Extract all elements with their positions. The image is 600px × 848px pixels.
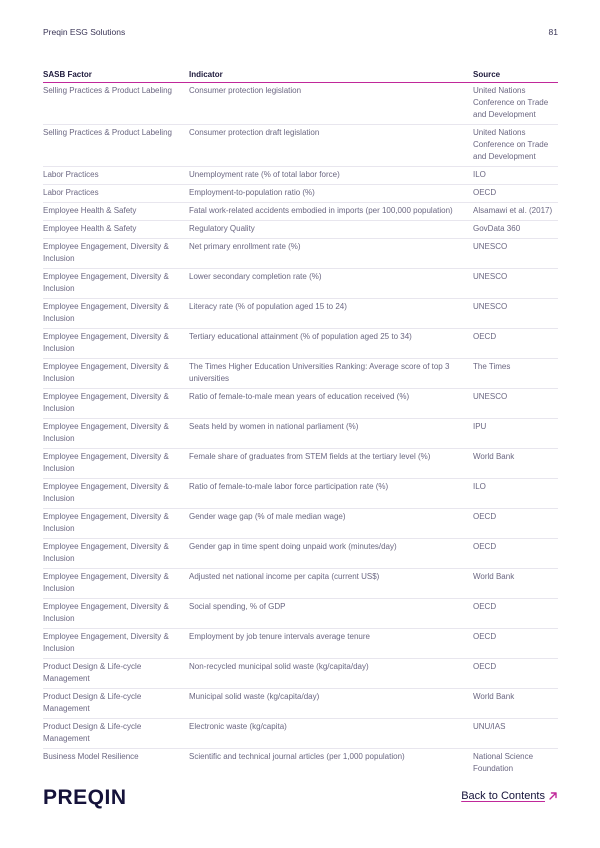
sasb-factor-cell: Employee Engagement, Diversity & Inclusion	[43, 599, 189, 629]
sasb-factor-cell: Selling Practices & Product Labeling	[43, 125, 189, 167]
table-row	[43, 185, 558, 203]
column-header-indicator: Indicator	[189, 68, 473, 83]
source-cell: Alsamawi et al. (2017)	[473, 203, 558, 221]
indicator-cell: Female share of graduates from STEM fields at the tertiary level (%)	[189, 449, 473, 479]
source-cell: ILO	[473, 167, 558, 185]
source-cell: GovData 360	[473, 221, 558, 239]
table-row	[43, 221, 558, 239]
source-cell: OECD	[473, 329, 558, 359]
sasb-factor-cell: Selling Practices & Product Labeling	[43, 83, 189, 125]
source-cell: UNESCO	[473, 389, 558, 419]
sasb-factor-cell: Employee Engagement, Diversity & Inclusion	[43, 449, 189, 479]
source-cell: World Bank	[473, 569, 558, 599]
source-cell: OECD	[473, 659, 558, 689]
table-row	[43, 689, 558, 719]
table-row	[43, 329, 558, 359]
source-cell: UNESCO	[473, 299, 558, 329]
source-cell: World Bank	[473, 689, 558, 719]
indicator-cell: Electronic waste (kg/capita)	[189, 719, 473, 749]
table-row	[43, 719, 558, 749]
sasb-factor-cell: Employee Engagement, Diversity & Inclusion	[43, 329, 189, 359]
sasb-factor-cell: Employee Engagement, Diversity & Inclusion	[43, 509, 189, 539]
table-row	[43, 83, 558, 125]
source-cell: UNU/IAS	[473, 719, 558, 749]
sasb-factor-cell: Employee Health & Safety	[43, 203, 189, 221]
indicator-cell: Municipal solid waste (kg/capita/day)	[189, 689, 473, 719]
indicator-cell: Employment-to-population ratio (%)	[189, 185, 473, 203]
sasb-factor-cell: Product Design & Life-cycle Management	[43, 659, 189, 689]
sasb-factor-cell: Business Model Resilience	[43, 752, 139, 761]
indicator-cell: Consumer protection legislation	[189, 83, 473, 125]
table-row	[43, 389, 558, 419]
sasb-indicator-table	[43, 68, 558, 778]
indicator-cell: Fatal work-related accidents embodied in imports (per 100,000 population)	[189, 203, 473, 221]
source-cell: United Nations Conference on Trade and Development	[473, 125, 558, 167]
table-row	[43, 167, 558, 185]
sasb-factor-cell: Employee Engagement, Diversity & Inclusion	[43, 269, 189, 299]
indicator-cell: Social spending, % of GDP	[189, 599, 473, 629]
table-row	[43, 749, 558, 779]
table-row	[43, 539, 558, 569]
sasb-factor-cell: Employee Engagement, Diversity & Inclusion	[43, 419, 189, 449]
sasb-factor-cell: Employee Engagement, Diversity & Inclusion	[43, 629, 189, 659]
table-header-row	[43, 68, 558, 83]
source-cell: IPU	[473, 419, 558, 449]
indicator-cell: The Times Higher Education Universities Ranking: Average score of top 3 universities	[189, 359, 473, 389]
document-title: Preqin ESG Solutions	[43, 27, 126, 37]
table-body	[43, 83, 558, 779]
table-row	[43, 569, 558, 599]
source-cell: OECD	[473, 539, 558, 569]
indicator-cell: Regulatory Quality	[189, 221, 473, 239]
indicator-cell: Adjusted net national income per capita (current US$)	[189, 569, 473, 599]
table-row	[43, 203, 558, 221]
source-cell: UNESCO	[473, 269, 558, 299]
sasb-factor-cell: Employee Engagement, Diversity & Inclusion	[43, 299, 189, 329]
table-row	[43, 269, 558, 299]
source-cell: World Bank	[473, 449, 558, 479]
source-cell: OECD	[473, 629, 558, 659]
indicator-cell: Employment by job tenure intervals average tenure	[189, 629, 473, 659]
sasb-factor-cell: Product Design & Life-cycle Management	[43, 719, 189, 749]
sasb-factor-cell: Employee Engagement, Diversity & Inclusion	[43, 539, 189, 569]
preqin-logo: PREQIN	[43, 786, 127, 809]
page-header	[43, 27, 558, 39]
sasb-factor-cell: Employee Health & Safety	[43, 221, 189, 239]
back-to-contents-label[interactable]: Back to Contents	[461, 790, 545, 802]
source-cell: National Science Foundation	[473, 752, 534, 773]
table-row	[43, 239, 558, 269]
sasb-factor-cell: Employee Engagement, Diversity & Inclusion	[43, 239, 189, 269]
indicator-cell: Tertiary educational attainment (% of population aged 25 to 34)	[189, 329, 473, 359]
table-row	[43, 419, 558, 449]
source-cell: OECD	[473, 509, 558, 539]
indicator-cell: Scientific and technical journal articles (per 1,000 population)	[189, 752, 405, 761]
sasb-factor-cell: Employee Engagement, Diversity & Inclusion	[43, 359, 189, 389]
indicator-cell: Consumer protection draft legislation	[189, 125, 473, 167]
source-cell: OECD	[473, 185, 558, 203]
table-row	[43, 449, 558, 479]
indicator-cell: Net primary enrollment rate (%)	[189, 239, 473, 269]
indicator-cell: Unemployment rate (% of total labor force)	[189, 167, 473, 185]
arrow-up-right-icon[interactable]	[548, 791, 558, 801]
indicator-cell: Literacy rate (% of population aged 15 to 24)	[189, 299, 473, 329]
sasb-factor-cell: Product Design & Life-cycle Management	[43, 689, 189, 719]
table-row	[43, 629, 558, 659]
indicator-cell: Ratio of female-to-male labor force participation rate (%)	[189, 479, 473, 509]
column-header-source: Source	[473, 68, 558, 83]
page-number: 81	[548, 27, 558, 37]
table-row	[43, 479, 558, 509]
back-to-contents-link[interactable]	[461, 790, 558, 802]
table-row	[43, 599, 558, 629]
indicator-cell: Ratio of female-to-male mean years of education received (%)	[189, 389, 473, 419]
indicator-cell: Gender gap in time spent doing unpaid work (minutes/day)	[189, 539, 473, 569]
sasb-factor-cell: Employee Engagement, Diversity & Inclusion	[43, 569, 189, 599]
sasb-factor-cell: Labor Practices	[43, 185, 189, 203]
sasb-factor-cell: Labor Practices	[43, 167, 189, 185]
indicator-cell: Seats held by women in national parliament (%)	[189, 419, 473, 449]
source-cell: UNESCO	[473, 239, 558, 269]
table-row	[43, 509, 558, 539]
table-row	[43, 659, 558, 689]
column-header-factor: SASB Factor	[43, 68, 189, 83]
source-cell: The Times	[473, 359, 558, 389]
table-row	[43, 125, 558, 167]
indicator-cell: Non-recycled municipal solid waste (kg/capita/day)	[189, 659, 473, 689]
indicator-cell: Lower secondary completion rate (%)	[189, 269, 473, 299]
table-row	[43, 299, 558, 329]
source-cell: ILO	[473, 479, 558, 509]
source-cell: United Nations Conference on Trade and Development	[473, 83, 558, 125]
indicator-cell: Gender wage gap (% of male median wage)	[189, 509, 473, 539]
sasb-factor-cell: Employee Engagement, Diversity & Inclusion	[43, 389, 189, 419]
sasb-factor-cell: Employee Engagement, Diversity & Inclusion	[43, 479, 189, 509]
table-row	[43, 359, 558, 389]
source-cell: OECD	[473, 599, 558, 629]
